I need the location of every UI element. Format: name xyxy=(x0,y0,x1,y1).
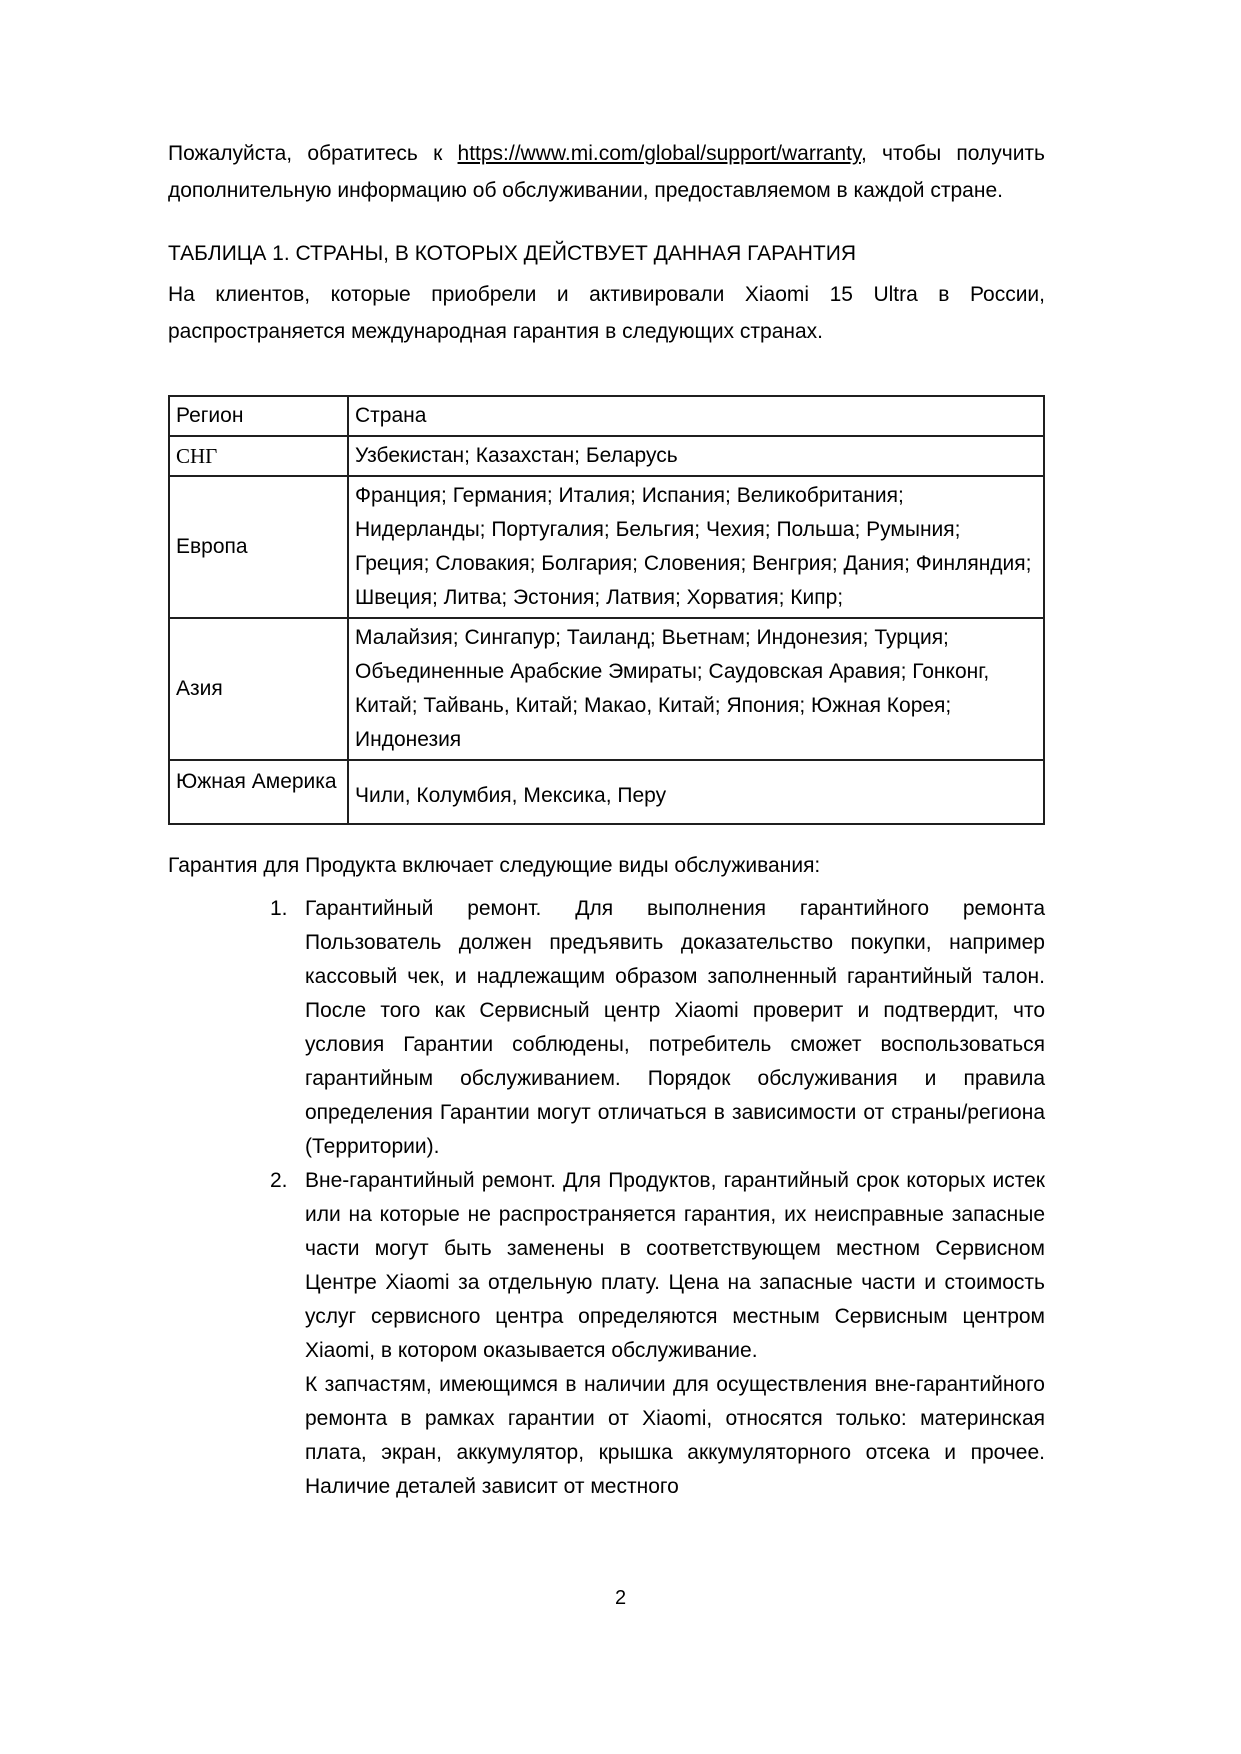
country-cell-asia: Малайзия; Сингапур; Таиланд; Вьетнам; Индонезия; Турция; Объединенные Арабские Эмираты; Саудовская Аравия; Гонконг, Китай; Тайвань, Китай; Макао, Китай; Япония; Южная Корея; Индонезия xyxy=(348,618,1044,760)
table-header-row xyxy=(169,396,1044,436)
warranty-countries-table xyxy=(168,395,1045,825)
list-item-paragraph: Вне-гарантийный ремонт. Для Продуктов, гарантийный срок которых истек или на которые не распространяется гарантия, их неисправные запасные части могут быть заменены в соответствующем местном Сервисном Центре Xiaomi за отдельную плату. Цена на запасные части и стоимость услуг сервисного центра определяются местным Сервисным центром Xiaomi, в котором оказывается обслуживание. xyxy=(305,1169,1045,1362)
list-item-number: 1. xyxy=(270,897,288,920)
list-item-paragraph: Гарантийный ремонт. Для выполнения гарантийного ремонта Пользователь должен предъявить доказательство покупки, например кассовый чек, и надлежащим образом заполненный гарантийный талон. После того как Сервисный центр Xiaomi проверит и подтвердит, что условия Гарантии соблюдены, потребитель сможет воспользоваться гарантийным обслуживанием. Порядок обслуживания и правила определения Гарантии могут отличаться в зависимости от страны/региона (Территории). xyxy=(305,897,1045,1158)
table-row xyxy=(169,760,1044,824)
table-header-region: Регион xyxy=(169,396,348,436)
list-item-out-of-warranty-repair xyxy=(168,1164,1045,1504)
list-item-warranty-repair xyxy=(168,892,1045,1164)
region-cell-cis: СНГ xyxy=(169,436,348,476)
region-cell-south-america: Южная Америка xyxy=(169,760,348,824)
table-row xyxy=(169,618,1044,760)
region-cell-europe: Европа xyxy=(169,476,348,618)
table-heading: ТАБЛИЦА 1. СТРАНЫ, В КОТОРЫХ ДЕЙСТВУЕТ ДАННАЯ ГАРАНТИЯ xyxy=(168,242,857,265)
country-cell-cis: Узбекистан; Казахстан; Беларусь xyxy=(348,436,1044,476)
services-list xyxy=(168,892,1045,1504)
list-item-paragraph: К запчастям, имеющимся в наличии для осуществления вне-гарантийного ремонта в рамках гарантии от Xiaomi, относятся только: материнская плата, экран, аккумулятор, крышка аккумуляторного отсека и прочее. Наличие деталей зависит от местного xyxy=(305,1373,1045,1498)
country-cell-europe: Франция; Германия; Италия; Испания; Великобритания; Нидерланды; Португалия; Бельгия; Чехия; Польша; Румыния; Греция; Словакия; Болгария; Словения; Венгрия; Дания; Финляндия; Швеция; Литва; Эстония; Латвия; Хорватия; Кипр; xyxy=(348,476,1044,618)
intro-paragraph xyxy=(168,135,1045,209)
services-intro: Гарантия для Продукта включает следующие виды обслуживания: xyxy=(168,854,821,877)
country-cell-south-america: Чили, Колумбия, Мексика, Перу xyxy=(348,760,1044,824)
page-number: 2 xyxy=(614,1587,627,1609)
intro-text-before-link: Пожалуйста, обратитесь к xyxy=(168,142,458,165)
warranty-link[interactable]: https://www.mi.com/global/support/warranty xyxy=(457,142,861,165)
region-cell-asia: Азия xyxy=(169,618,348,760)
list-item-number: 2. xyxy=(270,1169,288,1192)
table-row xyxy=(169,436,1044,476)
table-header-country: Страна xyxy=(348,396,1044,436)
intro-text-after-link: , чтобы получить дополнительную информацию об обслуживании, предоставляемом в каждой стране. xyxy=(168,142,1045,202)
table-row xyxy=(169,476,1044,618)
table-description: На клиентов, которые приобрели и активировали Xiaomi 15 Ultra в России, распространяется международная гарантия в следующих странах. xyxy=(168,283,1045,343)
page-content xyxy=(168,135,1045,1504)
